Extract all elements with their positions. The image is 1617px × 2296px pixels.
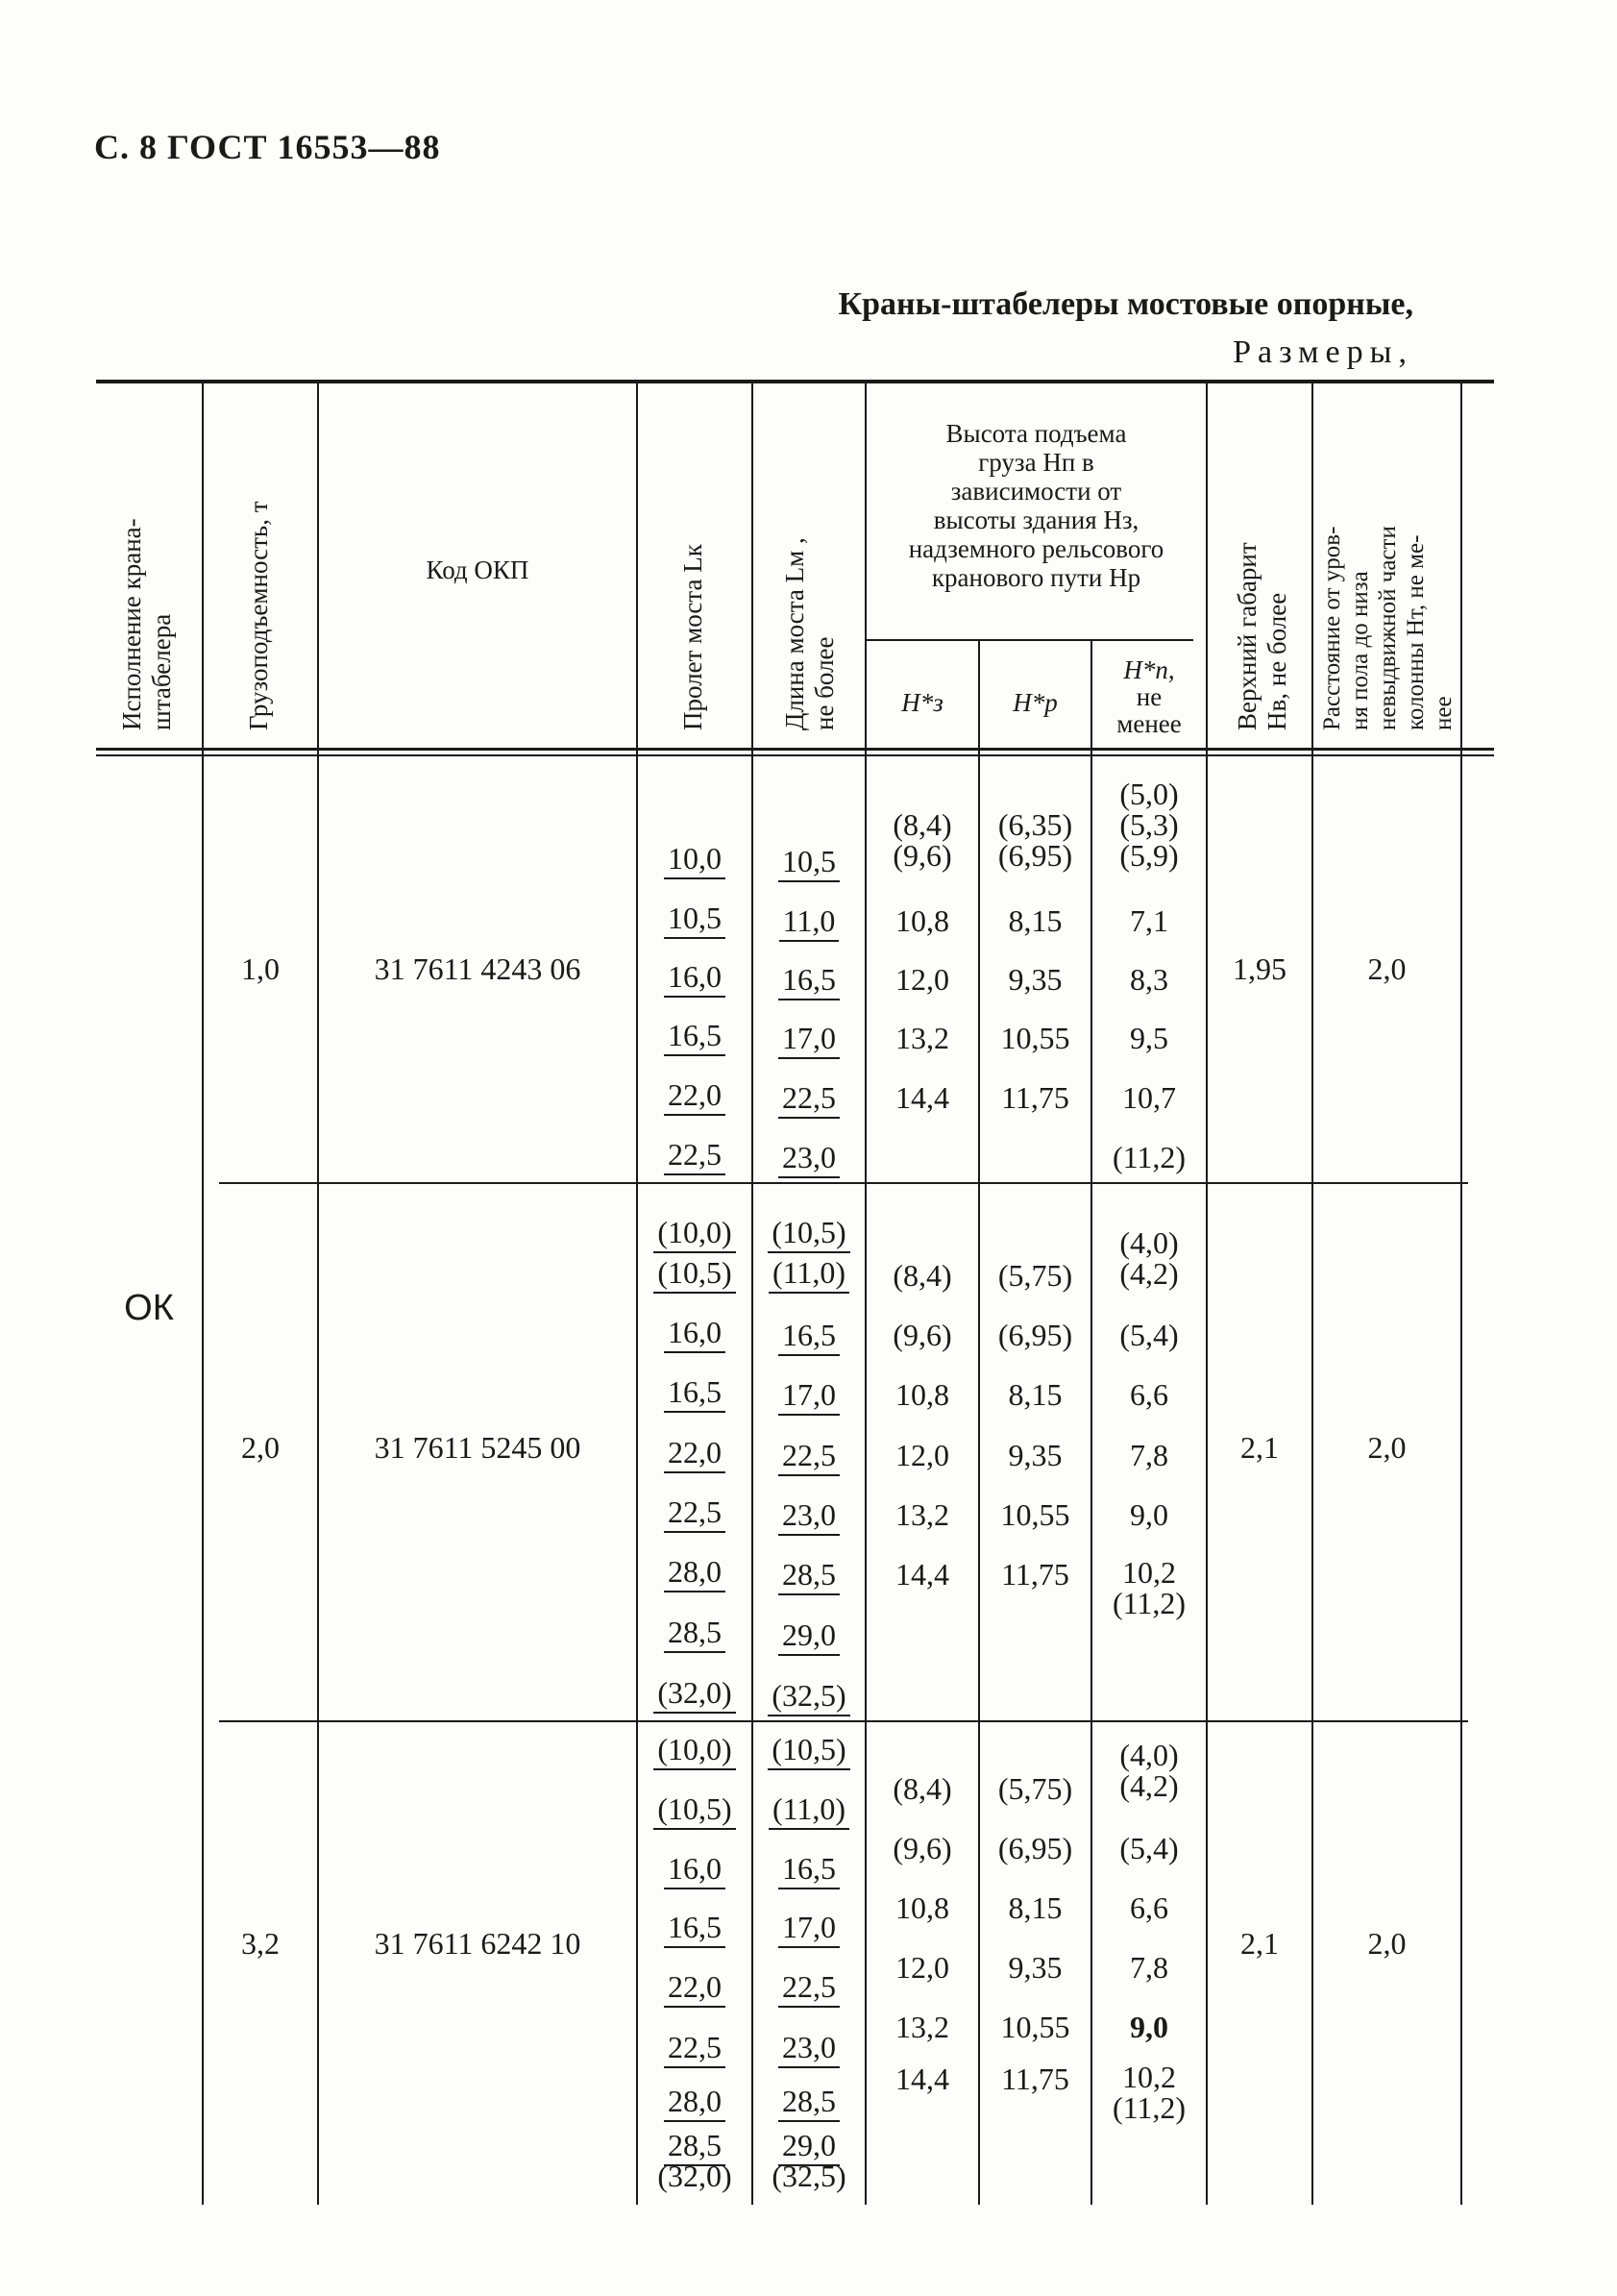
group2-hp-3: 9,35 xyxy=(1008,1438,1063,1472)
group2-verkh: 2,1 xyxy=(1240,1430,1279,1465)
group1-rasst: 2,0 xyxy=(1367,951,1407,986)
group1-prolet-0: 10,0 xyxy=(664,841,725,879)
table-title: Краны-штабелеры мостовые опорные, xyxy=(838,286,1413,322)
header-vysota-line6: кранового пути Hр xyxy=(931,563,1141,592)
header-gruzopod-text: Грузоподъемность, т xyxy=(244,501,273,730)
group1-hn-3: 7,1 xyxy=(1130,903,1168,938)
group1-gruz: 1,0 xyxy=(241,951,280,986)
group3-hn-1: (4,2) xyxy=(1119,1768,1179,1803)
group2-h3-2: 10,8 xyxy=(895,1377,949,1412)
vysota-sub-rule xyxy=(867,639,1193,641)
header-h3: H*з xyxy=(901,688,943,717)
header-rasst-line2: ня пола до низа xyxy=(1347,571,1373,730)
group1-hp-3: 9,35 xyxy=(1008,962,1063,997)
group3-prolet-1: (10,5) xyxy=(653,1791,735,1830)
group-separator-1 xyxy=(219,1182,1468,1184)
group3-h3-1: (9,6) xyxy=(893,1831,952,1865)
group3-h3-2: 10,8 xyxy=(895,1890,949,1925)
group1-hn-0: (5,0) xyxy=(1119,777,1179,811)
group2-h3-4: 13,2 xyxy=(895,1497,949,1532)
group2-dlina-3: 17,0 xyxy=(778,1377,840,1416)
group3-prolet-3: 16,5 xyxy=(664,1910,725,1948)
group3-h3-0: (8,4) xyxy=(893,1771,952,1806)
group2-dlina-1: (11,0) xyxy=(769,1255,849,1294)
group2-h3-5: 14,4 xyxy=(895,1557,949,1592)
group2-hn-6: 10,2 xyxy=(1122,1555,1176,1590)
group2-hp-2: 8,15 xyxy=(1008,1377,1063,1412)
group2-prolet-2: 16,0 xyxy=(664,1315,725,1353)
group1-dlina-3: 17,0 xyxy=(778,1021,840,1059)
group1-dlina-4: 22,5 xyxy=(778,1080,840,1119)
header-vysota-line2: груза Hп в xyxy=(978,448,1094,477)
group3-hp-0: (5,75) xyxy=(997,1771,1073,1806)
group1-hn-2: (5,9) xyxy=(1119,838,1179,873)
group3-h3-5: 14,4 xyxy=(895,2061,949,2096)
header-verkh-line2: Hв, не более xyxy=(1262,592,1291,730)
group2-hn-7: (11,2) xyxy=(1112,1586,1187,1620)
group3-hp-5: 11,75 xyxy=(1001,2061,1069,2096)
group3-prolet-8: (32,0) xyxy=(657,2159,732,2193)
group2-dlina-8: (32,5) xyxy=(768,1678,849,1716)
group2-dlina-6: 28,5 xyxy=(778,1557,840,1595)
group1-hn-4: 8,3 xyxy=(1130,962,1168,997)
group3-prolet-6: 28,0 xyxy=(664,2084,725,2122)
group2-dlina-4: 22,5 xyxy=(778,1438,840,1476)
header-hn-line3: менее xyxy=(1116,709,1182,738)
group1-h3-1: (9,6) xyxy=(893,838,952,873)
group3-dlina-6: 28,5 xyxy=(778,2084,840,2122)
group1-hp-0: (6,35) xyxy=(997,807,1073,842)
group1-h3-0: (8,4) xyxy=(893,807,952,842)
group2-hn-4: 7,8 xyxy=(1130,1438,1168,1472)
group3-hp-1: (6,95) xyxy=(997,1831,1073,1865)
group2-hn-5: 9,0 xyxy=(1130,1497,1168,1532)
group3-dlina-4: 22,5 xyxy=(778,1969,840,2008)
group2-hp-4: 10,55 xyxy=(1000,1497,1070,1532)
group1-hp-2: 8,15 xyxy=(1008,903,1063,938)
group3-verkh: 2,1 xyxy=(1240,1926,1279,1961)
header-bottom-rule xyxy=(96,748,1494,751)
header-dlina-line2: не более xyxy=(810,636,839,730)
group2-prolet-1: (10,5) xyxy=(653,1255,735,1294)
group2-hn-0: (4,0) xyxy=(1119,1225,1179,1260)
group1-prolet-5: 22,5 xyxy=(664,1137,725,1175)
group1-kod: 31 7611 4243 06 xyxy=(374,951,581,986)
group3-hn-3: 6,6 xyxy=(1130,1890,1168,1925)
header-vysota-line5: надземного рельсового xyxy=(908,534,1164,563)
group2-prolet-0: (10,0) xyxy=(653,1215,735,1253)
table-top-rule xyxy=(96,380,1494,383)
group1-hn-7: (11,2) xyxy=(1112,1140,1187,1174)
group2-dlina-0: (10,5) xyxy=(768,1215,849,1253)
group1-prolet-3: 16,5 xyxy=(664,1018,725,1056)
group1-hn-1: (5,3) xyxy=(1119,807,1179,842)
header-prolet-text: Пролет моста Lк xyxy=(678,544,707,730)
group3-prolet-2: 16,0 xyxy=(664,1851,725,1889)
group3-hp-4: 10,55 xyxy=(1000,2010,1070,2044)
group1-dlina-5: 23,0 xyxy=(778,1140,840,1178)
col-rule-5 xyxy=(865,383,867,2205)
header-rasst-line5: нее xyxy=(1431,696,1457,730)
group3-dlina-3: 17,0 xyxy=(778,1910,840,1948)
group2-dlina-5: 23,0 xyxy=(778,1497,840,1536)
group-separator-2 xyxy=(219,1720,1468,1722)
header-dlina-line1: Длина моста Lм , xyxy=(780,537,809,730)
group2-hp-1: (6,95) xyxy=(997,1318,1073,1352)
group1-h3-2: 10,8 xyxy=(895,903,949,938)
group3-hp-3: 9,35 xyxy=(1008,1950,1063,1985)
header-vysota-line1: Высота подъема xyxy=(945,419,1127,448)
group3-dlina-1: (11,0) xyxy=(769,1791,849,1830)
group3-dlina-2: 16,5 xyxy=(778,1851,840,1889)
header-verkh-line1: Верхний габарит xyxy=(1233,542,1262,730)
group2-hn-1: (4,2) xyxy=(1119,1256,1179,1291)
group3-hn-4: 7,8 xyxy=(1130,1950,1168,1985)
group3-h3-4: 13,2 xyxy=(895,2010,949,2044)
group2-prolet-7: 28,5 xyxy=(664,1615,725,1653)
col-rule-10 xyxy=(1460,383,1462,2205)
group3-hn-0: (4,0) xyxy=(1119,1738,1179,1772)
group1-prolet-4: 22,0 xyxy=(664,1077,725,1116)
header-hn-line2: не xyxy=(1136,682,1163,711)
header-ispolnenie-line1: Исполнение крана- xyxy=(117,518,146,730)
group1-hp-1: (6,95) xyxy=(997,838,1073,873)
group2-rasst: 2,0 xyxy=(1367,1430,1407,1465)
group2-prolet-4: 22,0 xyxy=(664,1435,725,1473)
page-header: С. 8 ГОСТ 16553—88 xyxy=(94,128,441,166)
group2-hp-5: 11,75 xyxy=(1001,1557,1069,1592)
group1-h3-3: 12,0 xyxy=(895,962,949,997)
group1-prolet-1: 10,5 xyxy=(664,901,725,939)
group3-rasst: 2,0 xyxy=(1367,1926,1407,1961)
header-vysota-group xyxy=(867,419,1206,592)
group2-hn-2: (5,4) xyxy=(1119,1318,1179,1352)
header-vysota-line3: зависимости от xyxy=(950,477,1122,506)
group3-prolet-7: 28,5 xyxy=(664,2128,725,2166)
group2-dlina-2: 16,5 xyxy=(778,1318,840,1356)
group2-kod: 31 7611 5245 00 xyxy=(374,1430,581,1465)
group3-kod: 31 7611 6242 10 xyxy=(374,1926,581,1961)
group2-prolet-5: 22,5 xyxy=(664,1494,725,1533)
group3-prolet-5: 22,5 xyxy=(664,2030,725,2068)
header-rasst-line3: невыдвижной части xyxy=(1375,526,1401,730)
group1-dlina-0: 10,5 xyxy=(778,844,840,882)
group3-hn-7: (11,2) xyxy=(1112,2090,1187,2125)
header-rasst-line4: колонны Hт, не ме- xyxy=(1403,534,1429,730)
group3-dlina-7: 29,0 xyxy=(778,2128,840,2166)
header-hp: H*р xyxy=(1013,688,1058,717)
header-rasst-line1: Расстояние от уров- xyxy=(1319,526,1345,730)
group3-prolet-4: 22,0 xyxy=(664,1969,725,2008)
group3-hn-2: (5,4) xyxy=(1119,1831,1179,1865)
group3-h3-3: 12,0 xyxy=(895,1950,949,1985)
group1-dlina-1: 11,0 xyxy=(779,903,840,942)
group2-prolet-6: 28,0 xyxy=(664,1554,725,1592)
ispolnenie-value: ОК xyxy=(124,1288,174,1328)
group3-dlina-0: (10,5) xyxy=(768,1732,849,1770)
group1-verkh: 1,95 xyxy=(1233,951,1286,986)
group1-hn-6: 10,7 xyxy=(1122,1080,1176,1115)
group3-hn-5: 9,0 xyxy=(1130,2010,1168,2044)
group1-h3-4: 13,2 xyxy=(895,1021,949,1055)
header-bottom-rule-2 xyxy=(96,754,1494,756)
header-vysota-line4: высоты здания Hз, xyxy=(933,506,1139,534)
group3-hn-6: 10,2 xyxy=(1122,2060,1176,2094)
group1-dlina-2: 16,5 xyxy=(778,962,840,1000)
header-hn-line1: H*п, xyxy=(1123,655,1175,684)
group1-h3-5: 14,4 xyxy=(895,1080,949,1115)
group2-h3-3: 12,0 xyxy=(895,1438,949,1472)
group2-h3-0: (8,4) xyxy=(893,1258,952,1293)
group2-hn-3: 6,6 xyxy=(1130,1377,1168,1412)
group2-prolet-8: (32,0) xyxy=(653,1675,735,1714)
group2-gruz: 2,0 xyxy=(241,1430,280,1465)
table-subtitle: Размеры, xyxy=(1233,334,1413,370)
group1-hp-5: 11,75 xyxy=(1001,1080,1069,1115)
group3-gruz: 3,2 xyxy=(241,1926,280,1961)
header-hn xyxy=(1092,656,1206,737)
header-kod: Код ОКП xyxy=(426,555,529,584)
group1-hp-4: 10,55 xyxy=(1000,1021,1070,1055)
group3-dlina-8: (32,5) xyxy=(772,2159,846,2193)
group1-hn-5: 9,5 xyxy=(1130,1021,1168,1055)
group2-dlina-7: 29,0 xyxy=(778,1617,840,1656)
group3-dlina-5: 23,0 xyxy=(778,2030,840,2068)
header-ispolnenie-line2: штабелера xyxy=(147,613,176,730)
group1-prolet-2: 16,0 xyxy=(664,959,725,998)
group3-hp-2: 8,15 xyxy=(1008,1890,1063,1925)
group3-prolet-0: (10,0) xyxy=(653,1732,735,1770)
group2-hp-0: (5,75) xyxy=(997,1258,1073,1293)
group2-prolet-3: 16,5 xyxy=(664,1374,725,1413)
group2-h3-1: (9,6) xyxy=(893,1318,952,1352)
